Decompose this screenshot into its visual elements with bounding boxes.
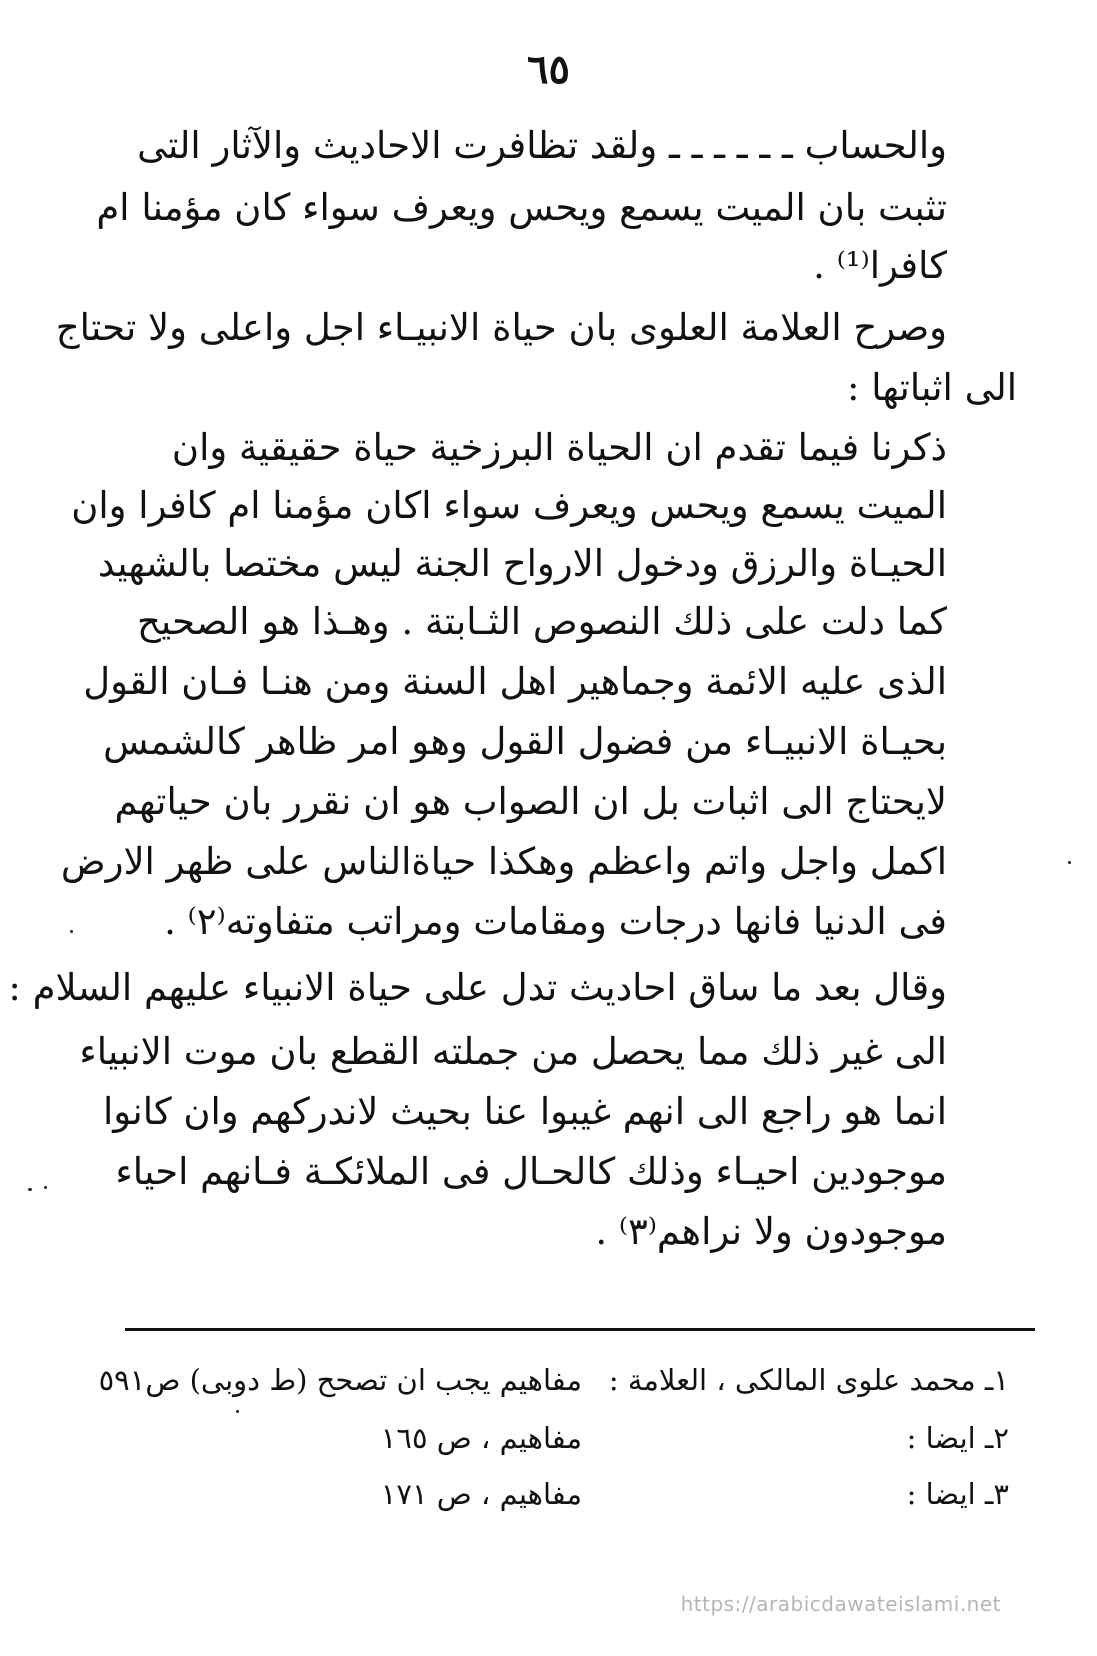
scan-speck <box>70 930 73 933</box>
quote-1-line: الذى عليه الائمة وجماهير اهل السنة ومن هنـا فـان القول <box>83 660 947 703</box>
footnote-1-reference: مفاهيم يجب ان تصحح (ط دوبى) ص٥٩١ <box>98 1363 582 1397</box>
quote-1-line: فى الدنيا فانها درجات ومقامات ومراتب متفاوته⁽٢⁾ . <box>164 900 947 943</box>
watermark: https://arabicdawateislami.net <box>680 1592 1001 1616</box>
scan-speck <box>236 1410 239 1413</box>
paragraph-2-line: الى اثباتها : <box>846 366 1017 409</box>
paragraph-1-line: تثبت بان الميت يسمع ويحس ويعرف سواء كان مؤمنا ام <box>96 186 947 229</box>
quote-1-line: لايحتاج الى اثبات بل ان الصواب هو ان نقرر بان حياتهم <box>114 780 947 823</box>
quote-2-line: موجودين احيـاء وذلك كالحـال فى الملائكـة فـانهم احياء <box>115 1150 947 1193</box>
footnote-3-reference: مفاهيم ، ص ١٧١ <box>380 1477 582 1511</box>
footnote-3-label: ٣ـ ايضا : <box>906 1477 1009 1511</box>
quote-1-line: ذكرنا فيما تقدم ان الحياة البرزخية حياة حقيقية وان <box>171 426 947 469</box>
quote-2-line: انما هو راجع الى انهم غيبوا عنا بحيث لاندركهم وان كانوا <box>103 1090 947 1133</box>
paragraph-1-line: كافرا⁽¹⁾ . <box>813 244 947 287</box>
footnote-divider <box>125 1328 1035 1331</box>
paragraph-2-line: وصرح العلامة العلوى بان حياة الانبيـاء اجل واعلى ولا تحتاج <box>55 306 947 349</box>
scan-speck <box>44 1186 47 1189</box>
page-number: ٦٥ <box>527 46 570 93</box>
scan-speck <box>28 1188 32 1191</box>
quote-1-line: بحيـاة الانبيـاء من فضول القول وهو امر ظاهر كالشمس <box>103 720 947 763</box>
quote-2-line: موجودون ولا نراهم⁽٣⁾ . <box>595 1210 947 1253</box>
footnote-2-reference: مفاهيم ، ص ١٦٥ <box>380 1421 582 1455</box>
paragraph-1-line: والحساب ـ ـ ـ ـ ـ ـ ولقد تظافرت الاحاديث والآثار التى <box>137 124 947 167</box>
quote-2-line: الى غير ذلك مما يحصل من جملته القطع بان موت الانبياء <box>79 1030 947 1073</box>
quote-1-line: الميت يسمع ويحس ويعرف سواء اكان مؤمنا ام كافرا وان <box>71 484 947 527</box>
paragraph-3-line: وقال بعد ما ساق احاديث تدل على حياة الانبياء عليهم السلام : <box>8 966 947 1009</box>
quote-1-line: الحيـاة والرزق ودخول الارواح الجنة ليس مختصا بالشهيد <box>97 542 947 585</box>
footnote-2-label: ٢ـ ايضا : <box>906 1421 1009 1455</box>
scan-speck <box>1068 861 1071 864</box>
quote-1-line: كما دلت على ذلك النصوص الثـابتة . وهـذا هو الصحيح <box>137 600 947 643</box>
quote-1-line: اكمل واجل واتم واعظم وهكذا حياةالناس على ظهر الارض <box>60 840 947 883</box>
footnote-1-label: ١ـ محمد علوى المالكى ، العلامة : <box>608 1363 1009 1397</box>
